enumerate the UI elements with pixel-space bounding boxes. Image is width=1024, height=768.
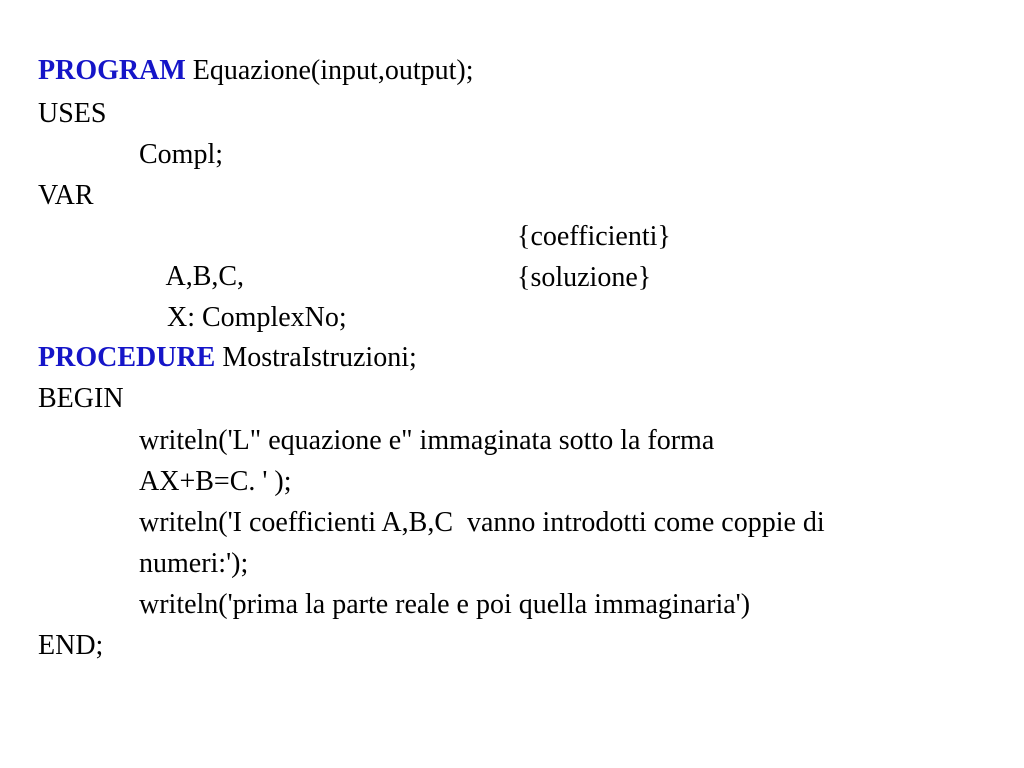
code-line: writeln('I coefficienti A,B,C vanno introdotti come coppie di (139, 507, 825, 538)
var-declaration (139, 258, 839, 333)
program-keyword: PROGRAM (38, 55, 186, 86)
var-comment: {coefficienti} (517, 221, 671, 252)
procedure-line (38, 338, 417, 378)
begin-keyword: BEGIN (38, 383, 124, 414)
end-keyword: END; (38, 630, 104, 661)
uses-unit: Compl; (139, 139, 224, 170)
procedure-keyword: PROCEDURE (38, 342, 216, 373)
code-line: writeln('L" equazione e" immaginata sotto la forma (139, 425, 715, 456)
program-line (38, 51, 473, 91)
var-decl-text: X: ComplexNo; (167, 302, 347, 333)
program-header: Equazione(input,output); (185, 55, 474, 86)
code-line: numeri:'); (139, 548, 249, 579)
procedure-header: MostraIstruzioni; (215, 342, 417, 373)
code-line: writeln('prima la parte reale e poi quella immaginaria') (139, 589, 751, 620)
var-decl-text: A,B,C, (165, 261, 245, 292)
uses-label: USES (38, 98, 107, 129)
var-label: VAR (38, 180, 94, 211)
code-line: AX+B=C. ' ); (139, 466, 292, 497)
var-comment: {soluzione} (517, 262, 652, 293)
